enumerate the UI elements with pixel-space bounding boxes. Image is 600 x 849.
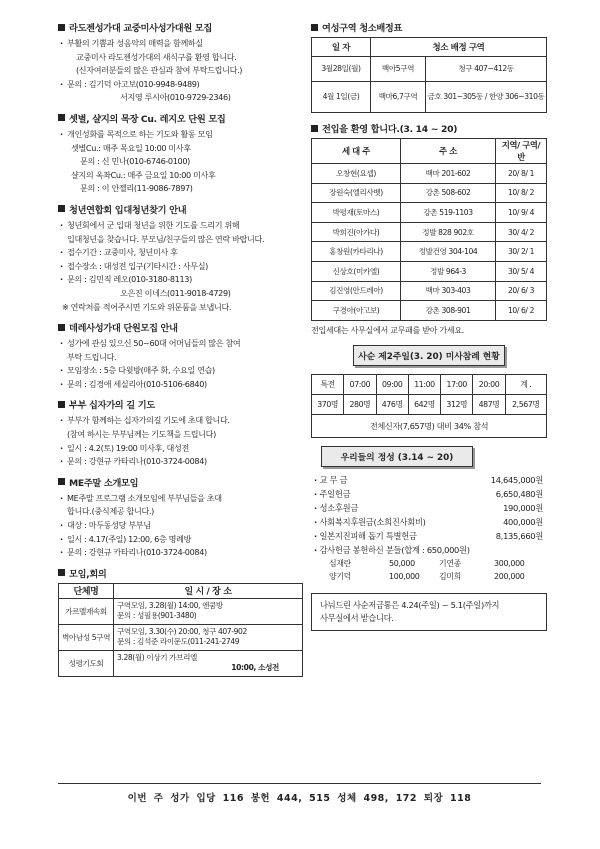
column-header: 07:00 xyxy=(344,375,376,395)
text-line: · 성가에 관심 있으신 50~60대 어머님들의 많은 참여 xyxy=(58,337,303,351)
section-title: 모임,회의 xyxy=(69,568,107,580)
savings-box-notice xyxy=(311,593,547,631)
column-header: 17:00 xyxy=(441,375,473,395)
meeting-contact: 10:00, 소성전 xyxy=(231,663,279,673)
table-row xyxy=(312,203,547,223)
table-cell: 김진영(안드레아) xyxy=(312,281,401,301)
text-line: · 문의 : 강현규 카타리나(010-3724-0084) xyxy=(58,455,303,469)
table-cell: 백마 201-602 xyxy=(401,164,496,184)
text-line: · 문의 : 김기덕 아고보(010-9948-9489) xyxy=(58,78,303,92)
text-line: 교중미사 라도젠성가대의 새식구를 환영 합니다. xyxy=(76,51,237,62)
table-row xyxy=(312,301,547,321)
teresa-choir-section xyxy=(58,320,303,391)
meetings-section xyxy=(58,566,303,677)
table-cell: 백마 303-403 xyxy=(401,281,496,301)
table-row xyxy=(312,183,547,203)
table-row xyxy=(312,164,547,184)
group-name: 벽아남성 5구역 xyxy=(59,624,114,650)
offering-row: · 성소후원금 190,000원 xyxy=(311,501,547,515)
table-cell: 정발건영 304-104 xyxy=(401,242,496,262)
table-cell: 4월 1일(금) xyxy=(312,82,371,113)
table-cell: 30/ 5/ 4 xyxy=(496,261,547,281)
table-row xyxy=(312,281,547,301)
meeting-contact: 문의 : 성필용(901-3480) xyxy=(117,611,197,621)
offering-section xyxy=(311,446,547,583)
table-cell: 2,567명 xyxy=(505,395,546,415)
offering-title: 우리들의 정성 (3.14 ~ 20) xyxy=(321,446,473,467)
donor-list: 심재란 50,000 기연종 300,000 양기덕 100,000 김미희 200,000 xyxy=(329,559,525,582)
table-cell: 476명 xyxy=(376,395,408,415)
table-cell: 금호 301~305동 / 한양 306~310동 xyxy=(426,82,547,113)
text-line: · ME주말 프로그램 소개모임에 부부님들을 초대 xyxy=(58,492,303,506)
attendance-title: 사순 제2주일(3. 20) 미사참례 현황 xyxy=(353,345,505,366)
legio-recruit-section xyxy=(58,111,303,196)
table-cell: 30/ 4/ 2 xyxy=(496,222,547,242)
table-cell: 장원숙(엘리사벳) xyxy=(312,183,401,203)
youth-section xyxy=(58,202,303,314)
meeting-detail: 구역모임, 3.30(수) 20:00, 청구 407-902 xyxy=(117,626,247,636)
table-cell: 312명 xyxy=(441,395,473,415)
table-cell: 백마6,7구역 xyxy=(371,82,426,113)
offering-row: · 일본지진피해 돕기 특별헌금 8,135,660원 xyxy=(311,529,547,543)
text-line: 입대청년을 찾습니다. 부모님/친구들의 많은 연락 바랍니다. xyxy=(67,233,265,244)
section-title: 라도젠성가대 교중미사성가대원 모집 xyxy=(69,23,212,34)
text-line: 문의 : 신 민나(010-6746-0100) xyxy=(80,156,190,167)
column-header: 주 소 xyxy=(401,139,496,164)
text-line: · 문의 : 강현규 카타리나(010-3724-0084) xyxy=(58,546,303,560)
square-bullet-icon xyxy=(58,205,65,212)
text-line: 부탁 드립니다. xyxy=(67,351,117,362)
table-row xyxy=(59,624,303,650)
table-cell: 정발 964-3 xyxy=(401,261,496,281)
attendance-table xyxy=(311,374,547,438)
table-cell: 정발 828 902호 xyxy=(401,222,496,242)
table-cell: 10/ 9/ 4 xyxy=(496,203,547,223)
table-row xyxy=(312,415,547,438)
table-cell: 642명 xyxy=(408,395,440,415)
table-cell: 370명 xyxy=(312,395,344,415)
offering-row: · 감사헌금 봉헌하신 분들(합계 : 650,000원) xyxy=(311,543,547,557)
square-bullet-icon xyxy=(58,114,65,121)
table-cell: 백아5구역 xyxy=(371,57,426,82)
newcomers-section xyxy=(311,121,547,337)
table-cell: 신상호(미카엘) xyxy=(312,261,401,281)
text-line: 문의 : 이 안젤리(11-9086-7897) xyxy=(80,183,193,194)
table-cell: 10/ 6/ 2 xyxy=(496,301,547,321)
section-title: 전입을 환영 합니다.(3. 14 ~ 20) xyxy=(322,124,458,135)
square-bullet-icon xyxy=(58,324,65,331)
section-title: 여성구역 청소배정표 xyxy=(322,23,403,34)
section-title: 청년연합회 입대청년찾기 안내 xyxy=(69,204,187,216)
square-bullet-icon xyxy=(58,569,65,576)
attendance-total: 전체신자(7,657명) 대비 34% 참석 xyxy=(312,415,547,438)
table-row xyxy=(59,650,303,676)
meetings-table xyxy=(58,583,303,677)
table-header-row xyxy=(312,38,547,57)
table-cell: 오창현(요셉) xyxy=(312,164,401,184)
square-bullet-icon xyxy=(58,24,65,31)
table-row xyxy=(312,395,547,415)
section-title: ME주말 소개모임 xyxy=(69,477,139,489)
table-cell: 박희진(아가다) xyxy=(312,222,401,242)
text-line: · 대상 : 마두동성당 부부님 xyxy=(58,519,303,533)
section-title: 셋별, 샬지의 목장 Cu. 레지오 단원 모집 xyxy=(69,113,226,125)
text-line: 서지영 루시아(010-9729-2346) xyxy=(120,92,231,103)
text-line: · 개인성화를 목적으로 하는 기도와 활동 모임 xyxy=(58,128,303,142)
attendance-section xyxy=(311,345,547,438)
text-line: · 접수장소 : 대성전 입구(기타시간 : 사무실) xyxy=(58,260,303,274)
square-bullet-icon xyxy=(311,24,318,31)
meeting-detail: 3.28(월) 이상기 가브리엘 xyxy=(117,652,197,662)
text-line: (참여 하시는 부부님께는 기도책을 드립니다) xyxy=(67,429,216,440)
text-line: 합니다.(중식제공 합니다.) xyxy=(67,506,154,517)
table-cell: 20/ 8/ 1 xyxy=(496,164,547,184)
hymn-footer: 이번 주 성가 입당 116 봉헌 444, 515 성체 498, 172 퇴장 118 xyxy=(58,783,541,804)
column-header: 계 . xyxy=(505,375,546,395)
table-cell: 강촌 519-1103 xyxy=(401,203,496,223)
table-row xyxy=(312,82,547,113)
text-line: · 문의 : 김민직 레오(010-3180-8113) xyxy=(58,273,303,287)
offering-row: · 사회복지후원금(소희진사회비) 400,000원 xyxy=(311,515,547,529)
table-cell: 30/ 2/ 1 xyxy=(496,242,547,262)
table-cell: 강촌 508-602 xyxy=(401,183,496,203)
square-bullet-icon xyxy=(58,401,65,408)
column-header: 청소 배정 구역 xyxy=(371,38,547,57)
choir-recruit-section xyxy=(58,20,303,105)
text-line: 셋별Cu.: 매주 목요일 10:00 미사후 xyxy=(71,142,191,153)
square-bullet-icon xyxy=(311,125,318,132)
column-header: 20:00 xyxy=(473,375,505,395)
table-cell: 280명 xyxy=(344,395,376,415)
right-column xyxy=(311,20,547,631)
section-title: 데레사성가대 단원모집 안내 xyxy=(69,323,178,335)
table-cell: 청구 407~412동 xyxy=(426,57,547,82)
table-cell: 10/ 8/ 2 xyxy=(496,183,547,203)
table-cell: 3월28일(월) xyxy=(312,57,371,82)
group-name: 성령기도회 xyxy=(59,650,114,676)
column-header: 일 자 xyxy=(312,38,371,57)
column-header: 11:00 xyxy=(408,375,440,395)
column-header: 지역/ 구역/ 반 xyxy=(496,139,547,164)
table-row xyxy=(312,222,547,242)
text-line: 오은진 이네스(011-9018-4729) xyxy=(120,287,231,298)
table-cell: 홍창원(카타리나) xyxy=(312,242,401,262)
me-weekend-section xyxy=(58,475,303,560)
table-cell: 구경아(아고보) xyxy=(312,301,401,321)
table-row xyxy=(312,57,547,82)
text-line: ※ 연락처를 적어주시면 기도와 위문품을 보냅니다. xyxy=(62,301,232,312)
table-row xyxy=(59,598,303,624)
table-header-row xyxy=(312,139,547,164)
text-line: · 부부가 함께하는 십자가의길 기도에 초대 합니다. xyxy=(58,414,303,428)
text-line: (신자여러분들의 많은 관심과 참여 부탁드립니다.) xyxy=(76,65,243,76)
table-cell: 20/ 6/ 3 xyxy=(496,281,547,301)
text-line: · 문의 : 김경애 세실리아(010-5106-6840) xyxy=(58,378,303,392)
table-header-row xyxy=(59,583,303,598)
column-header: 단체명 xyxy=(59,583,114,598)
table-row xyxy=(312,261,547,281)
couples-prayer-section xyxy=(58,397,303,468)
newcomers-note: 전입세대는 사무실에서 교무패를 받아 가세요. xyxy=(311,324,465,335)
text-line: · 부활의 기쁨과 성음악의 매력을 함께하실 xyxy=(58,37,303,51)
text-line: · 접수기간 : 교중미사, 청년미사 후 xyxy=(58,246,303,260)
table-cell: 487명 xyxy=(473,395,505,415)
cleaning-section xyxy=(311,20,547,113)
table-row xyxy=(312,242,547,262)
text-line: · 일시 : 4.17(주일) 12:00, 6층 명례방 xyxy=(58,533,303,547)
meeting-detail: 구역모임, 3.28(월) 14:00, 엔쿰방 xyxy=(117,600,223,610)
notice-line: 나눠드린 사순저금통은 4.24(주일) ~ 5.1(주일)까지 xyxy=(320,600,500,611)
cleaning-table xyxy=(311,37,547,113)
text-line: · 청년회에서 군 입대 청년을 위한 기도를 드리기 위해 xyxy=(58,219,303,233)
section-title: 부부 십자가의 길 기도 xyxy=(69,400,155,412)
offering-row: · 교 무 금 14,645,000원 xyxy=(311,473,547,487)
left-column xyxy=(58,20,303,683)
column-header: 일 시 / 장 소 xyxy=(114,583,303,598)
table-cell: 박평재(토마스) xyxy=(312,203,401,223)
newcomers-table xyxy=(311,138,547,321)
column-header: 세 대 주 xyxy=(312,139,401,164)
group-name: 가르멜재속회 xyxy=(59,598,114,624)
text-line: · 모임장소 : 5층 다윗방(매주 화, 수요일 연습) xyxy=(58,364,303,378)
column-header: 09:00 xyxy=(376,375,408,395)
table-cell: 강촌 308-901 xyxy=(401,301,496,321)
text-line: 샬지의 옥좌Cu.: 매주 금요일 10:00 미사후 xyxy=(71,169,216,180)
table-header-row xyxy=(312,375,547,395)
meeting-contact: 문의 : 김석준 라이문도(011-241-2749 xyxy=(117,637,240,647)
offering-row: · 주일헌금 6,650,480원 xyxy=(311,487,547,501)
text-line: · 일시 : 4.2(토) 19:00 미사후, 대성전 xyxy=(58,442,303,456)
notice-line: 사무실에서 받습니다. xyxy=(320,613,394,624)
square-bullet-icon xyxy=(58,478,65,485)
column-header: 특전 xyxy=(312,375,344,395)
